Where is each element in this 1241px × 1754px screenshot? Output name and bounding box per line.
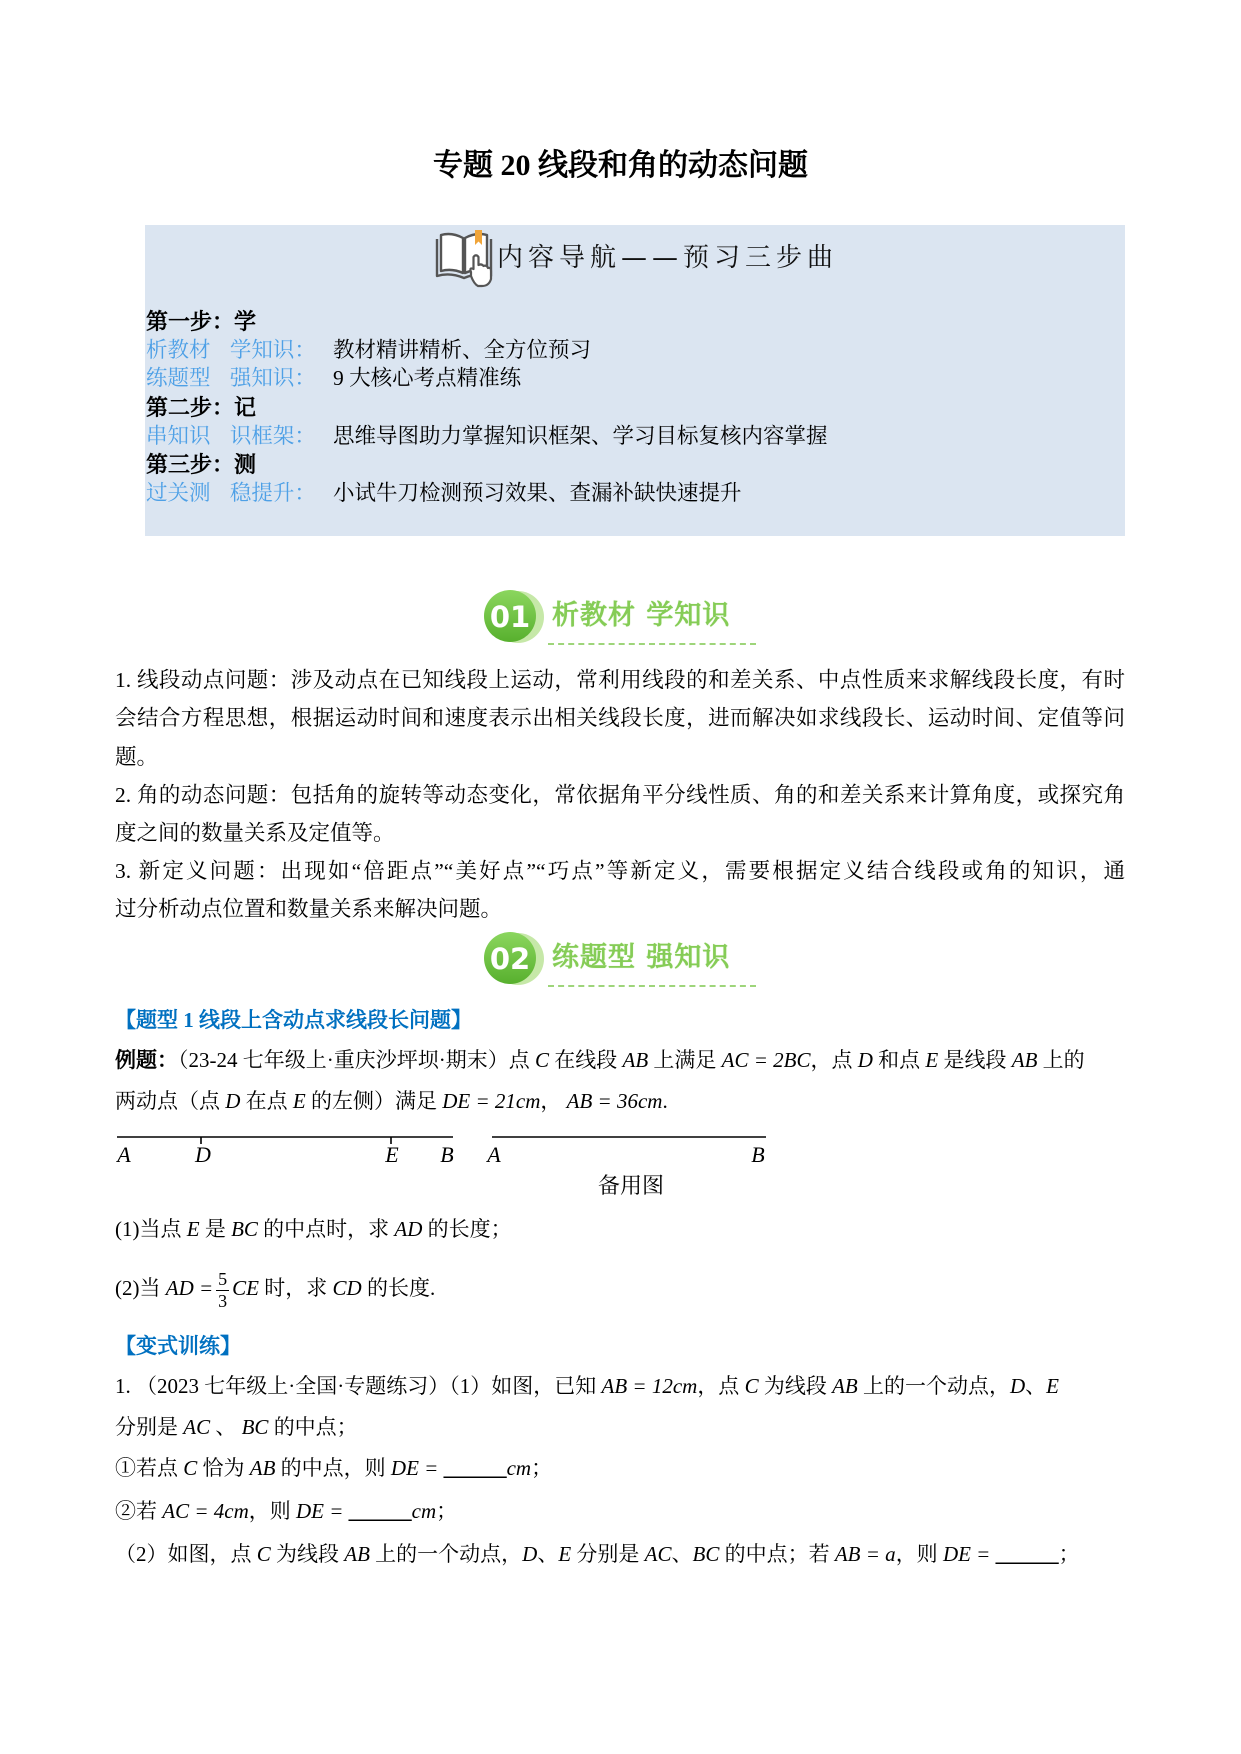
- text-run: 的长度；: [422, 1217, 512, 1241]
- fraction-denominator: 3: [218, 1290, 228, 1311]
- navigation-heading: 内容导航——预习三步曲: [497, 243, 839, 273]
- content-navigation-box: [145, 225, 1125, 536]
- text-run: 的左侧）满足: [305, 1089, 443, 1113]
- section-number: 02: [489, 942, 531, 976]
- text-run: ①若点: [115, 1456, 184, 1480]
- example-line-1: [115, 1043, 1085, 1077]
- text-run: ，点: [697, 1374, 745, 1398]
- fraction-numerator: 5: [218, 1268, 228, 1289]
- math-expression: DE = 21cm: [442, 1089, 541, 1113]
- math-expression: C: [256, 1542, 271, 1566]
- spare-diagram-caption: 备用图: [598, 1173, 665, 1198]
- text-run: ；: [1058, 1542, 1080, 1566]
- step-item-key: 串知识 识框架：: [146, 424, 316, 448]
- text-run: 的中点；: [268, 1415, 358, 1439]
- variant-line-4: [115, 1494, 457, 1528]
- text-run: ；: [531, 1456, 553, 1480]
- text-run: 分别是: [571, 1542, 645, 1566]
- math-expression: BC: [241, 1415, 269, 1439]
- math-expression: CD: [332, 1276, 362, 1300]
- paragraph-line: 题。: [115, 745, 159, 769]
- paragraph-line: 过分析动点位置和数量关系来解决问题。: [115, 897, 503, 921]
- math-expression: C: [534, 1048, 549, 1072]
- math-expression: AB: [622, 1048, 649, 1072]
- segment-diagram: [0, 1110, 820, 1170]
- text-run: (2)当: [115, 1276, 166, 1300]
- answer-blank: ______: [995, 1542, 1059, 1566]
- text-run: 时，求: [259, 1276, 333, 1300]
- math-expression: AB: [344, 1542, 370, 1566]
- math-expression: D: [225, 1089, 241, 1113]
- answer-blank: ______: [443, 1456, 507, 1480]
- math-expression: AB = 36cm: [566, 1089, 663, 1113]
- step-label: 第一步：学: [146, 309, 257, 334]
- question-1: [115, 1212, 512, 1246]
- text-run: .: [662, 1089, 668, 1113]
- book-hand-icon: [434, 226, 494, 288]
- step-item-key: 练题型 强知识：: [146, 366, 316, 390]
- step-item: [146, 336, 591, 364]
- section-title-underline: [548, 643, 756, 645]
- math-expression: cm: [411, 1499, 437, 1523]
- math-expression: AD: [394, 1217, 423, 1241]
- math-expression: BC: [692, 1542, 720, 1566]
- math-expression: E: [925, 1048, 939, 1072]
- paragraph-line: 1. 线段动点问题：涉及动点在已知线段上运动，常利用线段的和差关系、中点性质来求解线段长度，有时: [115, 668, 1125, 692]
- variant-line-2: [115, 1410, 358, 1444]
- page-title: 专题 20 线段和角的动态问题: [433, 149, 808, 182]
- point-label: B: [440, 1142, 454, 1167]
- text-run: ；: [436, 1499, 458, 1523]
- text-run: 分别是: [115, 1415, 184, 1439]
- math-expression: D: [1009, 1374, 1026, 1398]
- step-item-value: 教材精讲精析、全方位预习: [333, 338, 592, 362]
- math-expression: AB: [249, 1456, 276, 1480]
- step-item-value: 小试牛刀检测预习效果、查漏补缺快速提升: [333, 481, 742, 505]
- text-run: 为线段: [758, 1374, 833, 1398]
- text-run: 、: [1025, 1374, 1047, 1398]
- math-expression: AC = 4cm: [162, 1499, 249, 1523]
- math-expression: DE =: [296, 1499, 349, 1523]
- text-run: ②若: [115, 1499, 163, 1523]
- math-expression: AC: [644, 1542, 672, 1566]
- text-run: 和点: [872, 1048, 926, 1072]
- math-expression: E: [292, 1089, 306, 1113]
- step-item-key: 析教材 学知识：: [146, 338, 316, 362]
- math-expression: AC = 2BC: [721, 1048, 811, 1072]
- math-expression: BC: [231, 1217, 258, 1241]
- text-run: 上满足: [648, 1048, 722, 1072]
- paragraph-line: 度之间的数量关系及定值等。: [115, 821, 395, 845]
- step-item-value: 9 大核心考点精准练: [333, 366, 522, 390]
- text-run: 、: [537, 1542, 559, 1566]
- paragraph-line: 2. 角的动态问题：包括角的旋转等动态变化，常依据角平分线性质、角的和差关系来计算角度，或探究角: [115, 783, 1125, 807]
- math-expression: DE =: [390, 1456, 444, 1480]
- math-expression: AB: [832, 1374, 858, 1398]
- text-run: （2）如图，点: [115, 1542, 257, 1566]
- text-run: ，则: [248, 1499, 296, 1523]
- math-expression: E: [1046, 1374, 1059, 1398]
- text-run: 上的一个动点，: [857, 1374, 1010, 1398]
- step-item: [146, 479, 742, 507]
- text-run: 例题：: [115, 1048, 178, 1072]
- math-expression: E: [558, 1542, 572, 1566]
- step-item-value: 思维导图助力掌握知识框架、学习目标复核内容掌握: [333, 424, 828, 448]
- section-number-badge: [481, 585, 545, 647]
- text-run: （23-24 七年级上·重庆沙坪坝·期末）点: [178, 1048, 535, 1072]
- point-label: A: [487, 1142, 501, 1167]
- paragraph-line: 3. 新定义问题：出现如“倍距点”“美好点”“巧点”等新定义，需要根据定义结合线段或角的知识，通: [115, 859, 1125, 883]
- step-item: [146, 364, 521, 392]
- math-expression: cm: [506, 1456, 532, 1480]
- variant-line-3: [115, 1451, 552, 1485]
- text-run: ，则: [895, 1542, 943, 1566]
- text-run: ，: [540, 1089, 567, 1113]
- text-run: 为线段: [270, 1542, 345, 1566]
- math-expression: AB: [1011, 1048, 1038, 1072]
- math-expression: AB = 12cm: [601, 1374, 698, 1398]
- text-run: 上的: [1037, 1048, 1085, 1072]
- text-run: 恰为: [197, 1456, 250, 1480]
- question-2: [115, 1258, 435, 1318]
- paragraph-line: 会结合方程思想，根据运动时间和速度表示出相关线段长度，进而解决如求线段长、运动时间、定值等问: [115, 706, 1125, 730]
- math-expression: AC: [183, 1415, 211, 1439]
- step-item-key: 过关测 稳提升：: [146, 481, 316, 505]
- text-run: 在线段: [549, 1048, 623, 1072]
- text-run: 的中点时，求: [257, 1217, 395, 1241]
- math-expression: DE =: [942, 1542, 996, 1566]
- math-expression: E: [186, 1217, 200, 1241]
- variant-line-5: [115, 1537, 1080, 1571]
- question-type-header: 【题型 1 线段上含动点求线段长问题】: [115, 1008, 472, 1032]
- step-label: 第三步：测: [146, 452, 257, 477]
- text-run: 1. （2023 七年级上·全国·专题练习）（1）如图，已知: [115, 1374, 602, 1398]
- text-run: 两动点（点: [115, 1089, 226, 1113]
- math-expression: D: [857, 1048, 873, 1072]
- text-run: 的长度.: [361, 1276, 436, 1300]
- point-label: A: [117, 1142, 131, 1167]
- step-label: 第二步：记: [146, 395, 257, 420]
- fraction: [216, 1269, 229, 1312]
- text-run: 是: [199, 1217, 232, 1241]
- section-number-badge: [481, 927, 545, 989]
- math-expression: C: [744, 1374, 759, 1398]
- section-number: 01: [489, 600, 531, 634]
- variant-training-header: 【变式训练】: [115, 1334, 241, 1358]
- math-expression: D: [522, 1542, 538, 1566]
- answer-blank: ______: [348, 1499, 412, 1523]
- text-run: 、: [210, 1415, 242, 1439]
- point-label: E: [385, 1142, 399, 1167]
- text-run: 的中点；若: [719, 1542, 835, 1566]
- math-expression: AD =: [165, 1276, 214, 1300]
- section-title: 析教材 学知识: [552, 600, 731, 631]
- section-title: 练题型 强知识: [552, 942, 731, 973]
- point-label: B: [751, 1142, 765, 1167]
- step-item: [146, 422, 828, 450]
- math-expression: AB = a: [834, 1542, 896, 1566]
- text-run: 上的一个动点，: [369, 1542, 523, 1566]
- section-title-underline: [548, 985, 756, 987]
- text-run: (1)当点: [115, 1217, 187, 1241]
- math-expression: CE: [232, 1276, 260, 1300]
- math-expression: C: [183, 1456, 198, 1480]
- text-run: ，点: [810, 1048, 858, 1072]
- text-run: 在点: [240, 1089, 293, 1113]
- variant-line-1: [115, 1369, 1059, 1403]
- text-run: 是线段: [938, 1048, 1012, 1072]
- text-run: 的中点，则: [275, 1456, 391, 1480]
- point-label: D: [195, 1142, 211, 1167]
- text-run: 、: [671, 1542, 693, 1566]
